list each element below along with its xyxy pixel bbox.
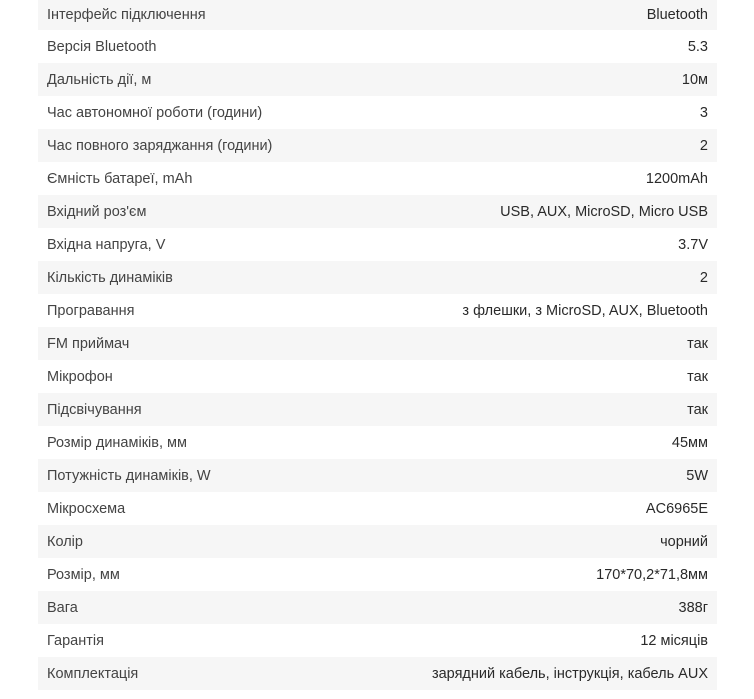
spec-row <box>38 96 717 129</box>
spec-label: Гарантія <box>47 632 104 649</box>
spec-table <box>38 0 717 693</box>
spec-value: 2 <box>699 269 708 286</box>
spec-row <box>38 591 717 624</box>
spec-row <box>38 294 717 327</box>
spec-row <box>38 657 717 690</box>
spec-value: 170*70,2*71,8мм <box>596 566 708 583</box>
spec-label: Колір <box>47 533 83 550</box>
spec-value: 2 <box>699 137 708 154</box>
spec-row <box>38 393 717 426</box>
spec-value: 45мм <box>671 434 708 451</box>
spec-label: Дальність дії, м <box>47 71 152 88</box>
spec-value: 1200mAh <box>645 170 708 187</box>
spec-row <box>38 228 717 261</box>
spec-value: Bluetooth <box>646 7 708 23</box>
spec-label: Мікрофон <box>47 368 113 385</box>
spec-label: FM приймач <box>47 335 130 352</box>
spec-label: Версія Bluetooth <box>47 38 157 55</box>
spec-row <box>38 558 717 591</box>
spec-value: 5W <box>686 467 708 484</box>
spec-value: з флешки, з MicroSD, AUX, Bluetooth <box>462 302 708 319</box>
spec-label: Підсвічування <box>47 401 142 418</box>
spec-value: 3 <box>699 104 708 121</box>
spec-label: Розмір, мм <box>47 566 120 583</box>
spec-row <box>38 261 717 294</box>
spec-row <box>38 63 717 96</box>
spec-label: Комплектація <box>47 665 139 682</box>
spec-row <box>38 624 717 657</box>
spec-value: зарядний кабель, інструкція, кабель AUX <box>431 665 708 682</box>
spec-value: 5.3 <box>687 38 708 55</box>
spec-row <box>38 195 717 228</box>
spec-label: Розмір динаміків, мм <box>47 434 187 451</box>
spec-row <box>38 162 717 195</box>
spec-value: 12 місяців <box>640 632 708 649</box>
spec-value: чорний <box>660 533 708 550</box>
spec-value: USB, AUX, MicroSD, Micro USB <box>500 203 708 220</box>
spec-label: Програвання <box>47 302 135 319</box>
spec-value: так <box>687 368 708 385</box>
spec-row <box>38 30 717 63</box>
spec-label: Мікросхема <box>47 500 126 517</box>
spec-row <box>38 459 717 492</box>
spec-row <box>38 525 717 558</box>
spec-label: Вхідна напруга, V <box>47 236 166 253</box>
spec-row <box>38 129 717 162</box>
spec-value: так <box>687 335 708 352</box>
spec-label: Потужність динаміків, W <box>47 467 211 484</box>
spec-row <box>38 327 717 360</box>
spec-label: Час автономної роботи (години) <box>47 104 263 121</box>
spec-label: Час повного заряджання (години) <box>47 137 273 154</box>
spec-value: 10м <box>681 71 708 88</box>
spec-value: 3.7V <box>678 236 708 253</box>
spec-label: Ємність батареї, mAh <box>47 170 193 187</box>
spec-label: Вхідний роз'єм <box>47 203 147 220</box>
spec-row <box>38 0 717 30</box>
spec-label: Інтерфейс підключення <box>47 7 206 23</box>
spec-value: так <box>687 401 708 418</box>
spec-label: Кількість динаміків <box>47 269 173 286</box>
spec-row <box>38 492 717 525</box>
spec-label: Вага <box>47 599 78 616</box>
spec-row <box>38 360 717 393</box>
spec-row <box>38 426 717 459</box>
spec-value: AC6965E <box>645 500 708 517</box>
spec-value: 388г <box>678 599 708 616</box>
